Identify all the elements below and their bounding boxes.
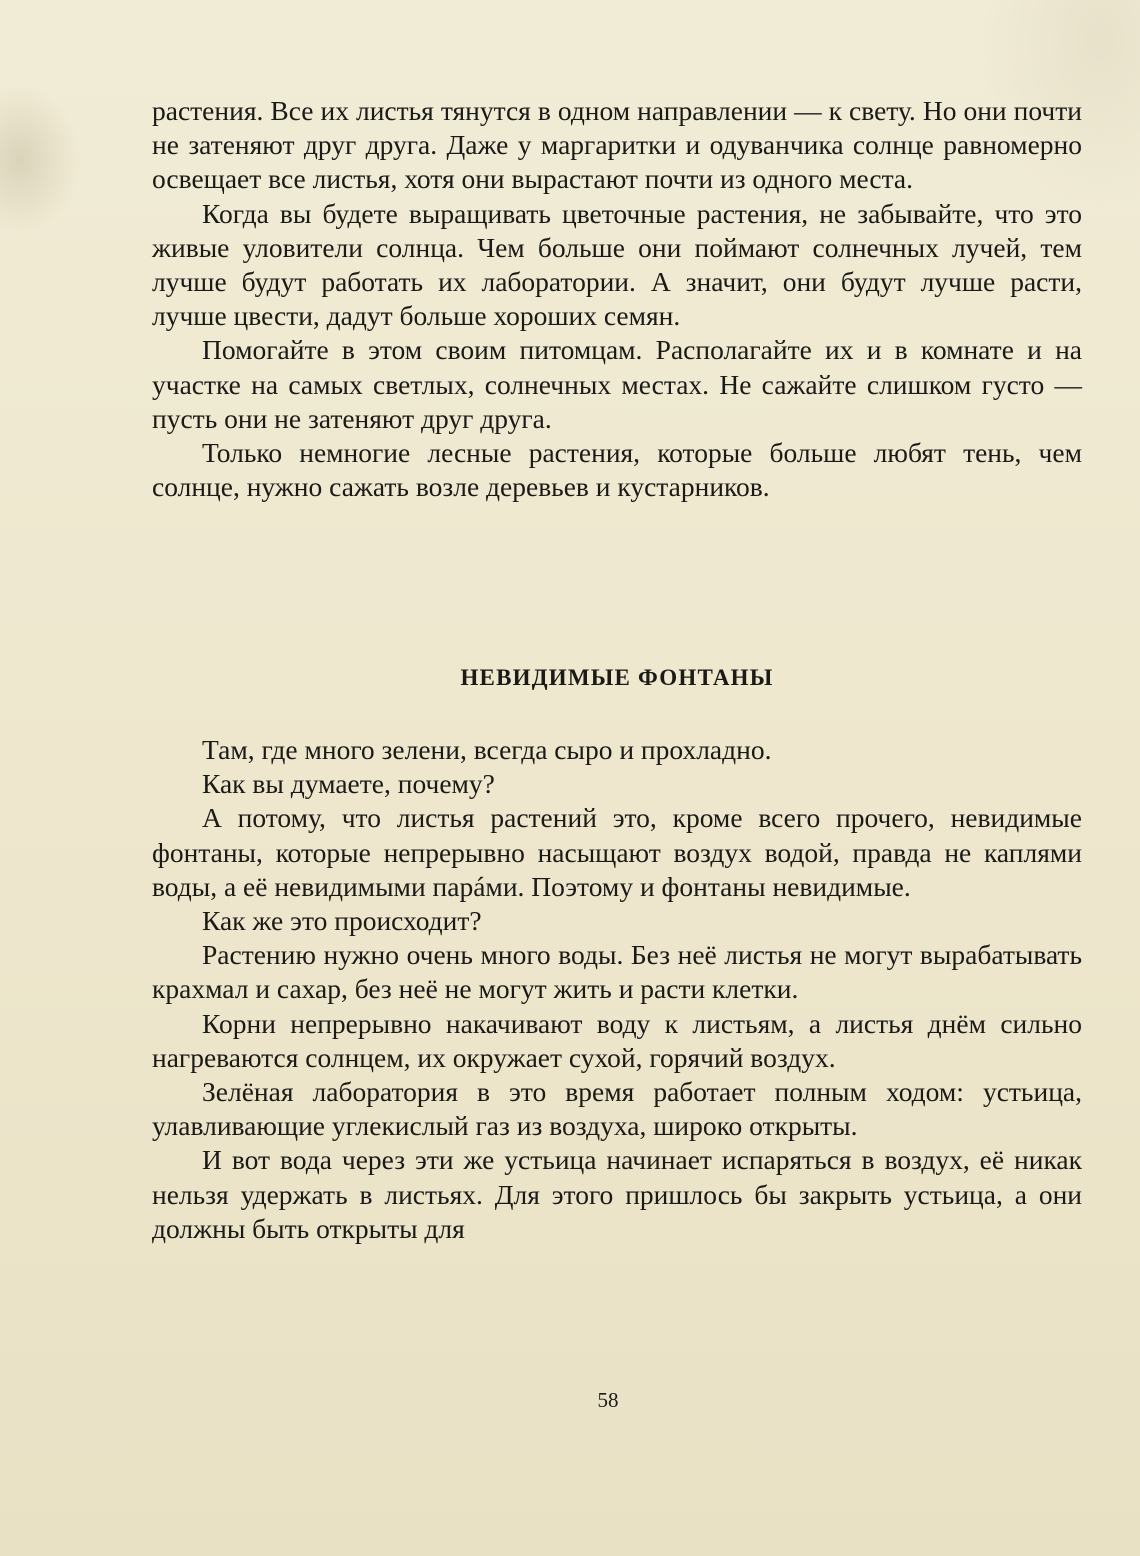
paragraph: И вот вода через эти же устьица начинает испаряться в воздух, её никак нельзя удержать в листьях. Для этого пришлось бы закрыть устьица, а они должны быть открыты для xyxy=(152,1144,1082,1244)
paragraph: Помогайте в этом своим питомцам. Располагайте их и в комнате и на участке на самых светлых, солнечных местах. Не сажайте слишком густо — пусть они не затеняют друг друга. xyxy=(152,334,1082,434)
paragraph: Как же это происходит? xyxy=(202,905,482,937)
paragraph: Зелёная лаборатория в это время работает полным ходом: устьица, улавливающие углекислый газ из воздуха, широко открыты. xyxy=(152,1076,1082,1142)
paragraph: А потому, что листья растений это, кроме всего прочего, невидимые фонтаны, которые непрерывно насыщают воздух водой, правда не каплями воды, а её невидимыми парáми. Поэтому и фонтаны невидимые. xyxy=(152,802,1082,902)
text-block-top xyxy=(152,94,1082,504)
paragraph: Там, где много зелени, всегда сыро и прохладно. xyxy=(202,734,772,765)
paragraph: Растению нужно очень много воды. Без неё листья не могут вырабатывать крахмал и сахар, без неё не могут жить и расти клетки. xyxy=(152,939,1082,1005)
section-heading: НЕВИДИМЫЕ ФОНТАНЫ xyxy=(460,665,774,690)
paragraph-continuation: растения. Все их листья тянутся в одном направлении — к свету. Но они почти не затеняют друг друга. Даже у маргаритки и одуванчика солнце равномерно освещает все листья, хотя они вырастают почти из одного места. xyxy=(152,95,1082,195)
paragraph: Когда вы будете выращивать цветочные растения, не забывайте, что это живые уловители солнца. Чем больше они поймают солнечных лучей, тем лучше будут работать их лаборатории. А значит, они будут лучше расти, лучше цвести, дадут больше хороших семян. xyxy=(152,197,1082,332)
page-number: 58 xyxy=(597,1388,619,1412)
paragraph: Корни непрерывно накачивают воду к листьям, а листья днём сильно нагреваются солнцем, их окружает сухой, горячий воздух. xyxy=(152,1007,1082,1073)
paragraph: Только немногие лесные растения, которые больше любят тень, чем солнце, нужно сажать возле деревьев и кустарников. xyxy=(152,437,1082,503)
text-block-bottom xyxy=(152,733,1082,1246)
paragraph: Как вы думаете, почему? xyxy=(202,768,495,800)
